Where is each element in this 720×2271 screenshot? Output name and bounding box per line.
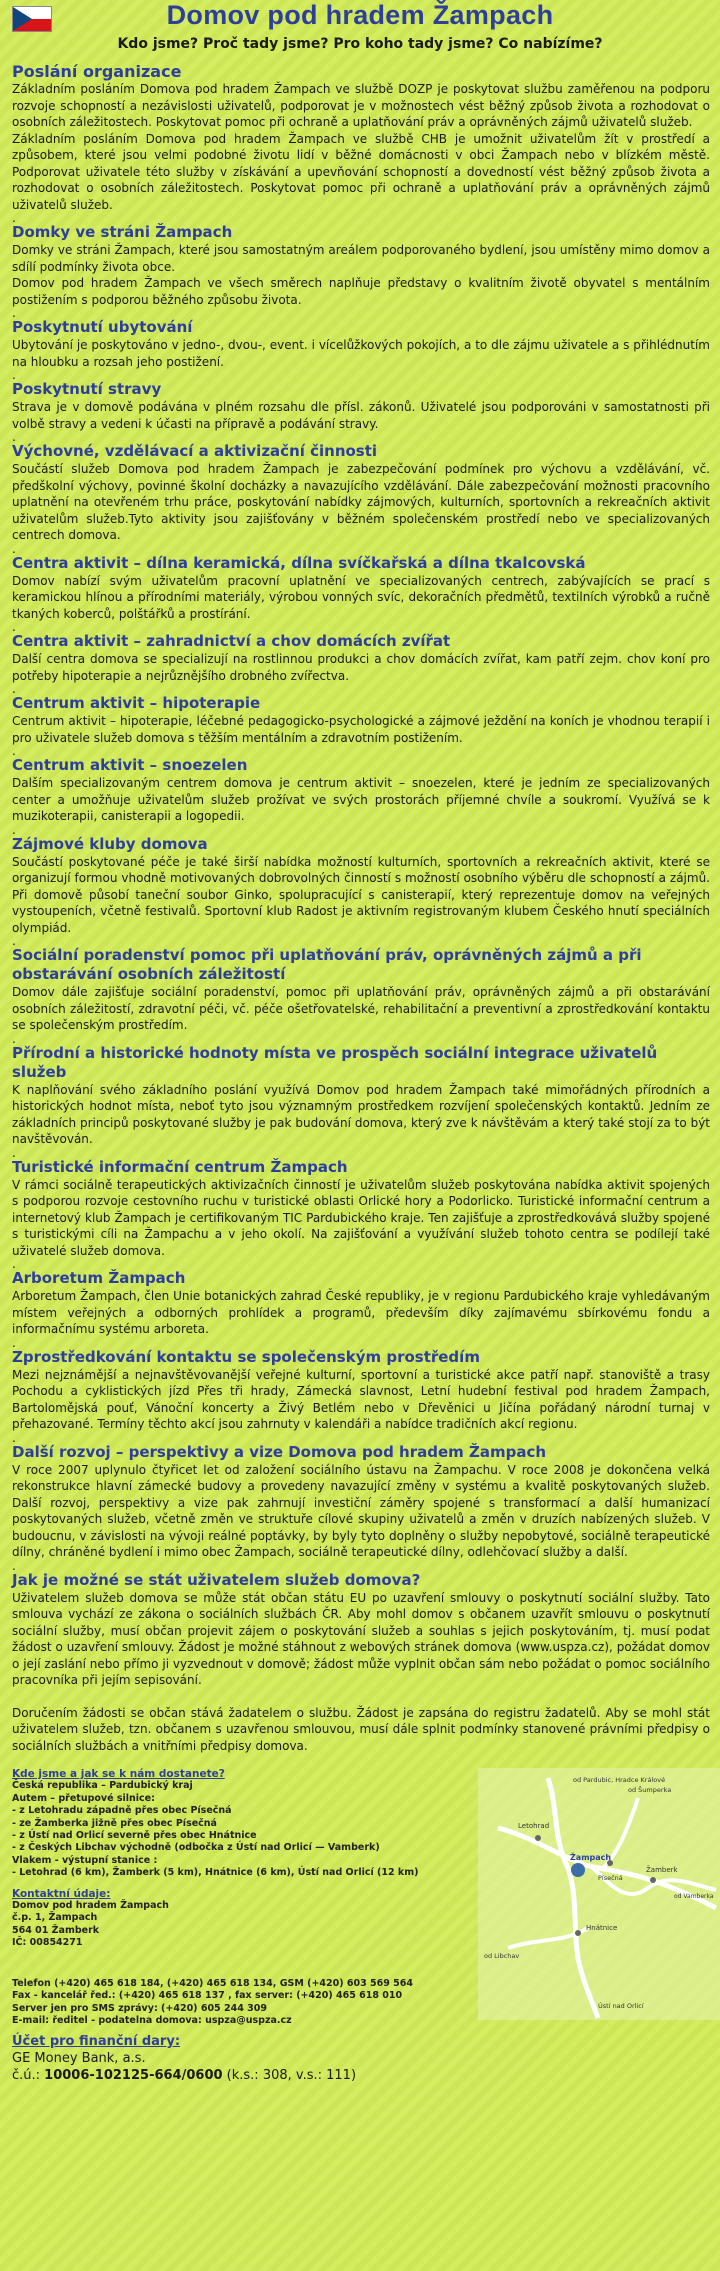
section xyxy=(12,213,710,308)
map-label-zamberk: Žamberk xyxy=(646,1866,678,1874)
section-paragraph: Uživatelem služeb domova se může stát občan státu EU po uzavření smlouvy o poskytnutí sociální služby. Tato smlouva vychází ze zákona o sociálních službách ČR. Aby mohl domov s občanem uzavřít smlouvu o poskytnutí sociální služby, musí občan projevit zájem o poskytování služeb a souhlas s jejich poskytováním, tj. musí podat žádost o uzavření smlouvy. Žádost je možné stáhnout z webových stránek domova (www.uspza.cz), požádat domov o její zaslání nebo přímo ji vyzvednout v domově; žádost může vyplnit občan sám nebo požádat o pomoc sociálního pracovníka při jejím sepisování. xyxy=(12,1590,710,1687)
section-separator: . xyxy=(12,744,16,758)
section-paragraph: Další centra domova se specializují na rostlinnou produkci a chov domácích zvířat, kam patří zejm. chov koní pro potřeby hipoterapie a nejrůznějšího drobného zvířectva. xyxy=(12,652,710,683)
section-paragraph: Doručením žádosti se občan stává žadatelem o službu. Žádost je zapsána do registru žadatelů. Aby se mohl stát uživatelem služeb, tzn. občanem s uzavřenou smlouvou, musí dále splnit podmínky stanovené právními předpisy o sociálních službách a vnitřními předpisy domova. xyxy=(12,1705,710,1753)
section xyxy=(12,746,710,825)
section-separator: . xyxy=(12,430,16,444)
section-heading: Centra aktivit – zahradnictví a chov domácích zvířat xyxy=(12,632,451,650)
section-heading: Domky ve stráni Žampach xyxy=(12,223,233,241)
section-separator: . xyxy=(12,1145,16,1160)
section-heading: Další rozvoj – perspektivy a vize Domova pod hradem Žampach xyxy=(12,1442,547,1461)
section-paragraph xyxy=(12,1689,710,1705)
map-label-pardubice: od Pardubic, Hradce Králové xyxy=(573,1776,666,1784)
section-heading: Zprostředkování kontaktu se společenským prostředím xyxy=(12,1347,480,1366)
section xyxy=(12,1558,710,1755)
section xyxy=(12,1430,710,1561)
map-label-usti: Ústí nad Orlicí xyxy=(598,2002,644,2010)
section xyxy=(12,822,710,937)
section-paragraph: Strava je v domově podávána v plném rozsahu dle přísl. zákonů. Uživatelé jsou podporováni v samostatnosti při volbě stravy a vedeni k účasti na přípravě a podávání stravy. xyxy=(12,400,710,431)
town-marker xyxy=(535,1835,541,1841)
section-separator: . xyxy=(12,368,16,382)
fax-line: Fax - kancelář řed.: (+420) 465 618 137 , fax server: (+420) 465 618 010 xyxy=(12,1990,403,2002)
section-separator: . xyxy=(12,934,16,948)
account-suffix: (k.s.: 308, v.s.: 111) xyxy=(222,2068,357,2084)
bank-account xyxy=(12,2067,710,2084)
directions-line: Vlakem - výstupní stanice : xyxy=(12,1854,158,1866)
map-label-hnatnice: Hnátnice xyxy=(586,1924,618,1932)
section-separator: . xyxy=(12,306,16,320)
section-paragraph: Základním posláním Domova pod hradem Žampach ve službě CHB je umožnit uživatelům žít v prostředí a způsobem, které jsou velmi podobné životu lidí v běžné domácnosti v obci Žampach nebo v blízkém městě. Podporovat uživatele této služby v získávání a upevňování schopností a dovedností vést běžný způsob života a rozhodovat o osobních záležitostech. Poskytovat pomoc při ochraně a uplatňování práv a oprávněných zájmů uživatelů služeb. xyxy=(12,131,710,212)
town-marker xyxy=(650,1877,656,1883)
header xyxy=(0,0,720,62)
section-heading: Centrum aktivit – snoezelen xyxy=(12,756,248,774)
section xyxy=(12,622,710,684)
directions-line: Česká republika – Pardubický kraj xyxy=(12,1780,193,1792)
section-paragraph: Základním posláním Domova pod hradem Žampach ve službě DOZP je poskytovat službu zaměřenou na podporu rozvoje schopností a nezávislosti uživatelů, podporovat je v možnostech vést běžný způsob života a rozhodovat o osobních záležitostech. Poskytovat pomoc při ochraně a uplatňování práv a oprávněných zájmů uživatelů služeb. xyxy=(12,82,710,129)
section-heading: Přírodní a historické hodnoty místa ve prospěch sociální integrace uživatelů služeb xyxy=(12,1043,658,1081)
section-paragraph: Centrum aktivit – hipoterapie, léčebné pedagogicko-psychologické a zájmové ježdění na koních je vhodnou terapií i pro uživatele služeb domova s těžším mentálním a zdravotním postižením. xyxy=(12,714,710,745)
page-subtitle: Kdo jsme? Proč tady jsme? Pro koho tady jsme? Co nabízíme? xyxy=(117,36,603,52)
section-heading: Arboretum Žampach xyxy=(12,1269,186,1287)
section xyxy=(12,432,710,544)
section-separator: . xyxy=(12,822,16,837)
section-paragraph: Součástí poskytované péče je také širší nabídka možností kulturních, sportovních a rekreačních aktivit, které se organizují formou vhodně motivovaných dobrovolných činností s možností osobního výběru dle schopností a zájmů. Při domově působí taneční soubor Ginko, spolupracující s canisterapií, který reprezentuje domov na veřejných vystoupeních, včetně festivalů. Sportovní klub Radost je aktivním registrovaným klubem Českého hnutí speciálních olympiád. xyxy=(12,854,710,935)
contact-line: IČ: 00854271 xyxy=(12,1937,83,1949)
section-separator: . xyxy=(12,1257,16,1271)
section-separator: . xyxy=(12,620,16,634)
section-heading: Poskytnutí ubytování xyxy=(12,318,193,336)
section-separator: . xyxy=(12,1031,16,1046)
contact-line: 564 01 Žamberk xyxy=(12,1924,100,1936)
section-heading: Zájmové kluby domova xyxy=(12,834,208,853)
directions-line: Autem – přetupové silnice: xyxy=(12,1792,155,1804)
directions-line: - ze Žamberka jižně přes obec Písečná xyxy=(12,1817,217,1829)
section-separator: . xyxy=(12,211,16,225)
section-paragraph: Součástí služeb Domova pod hradem Žampach je zabezpečování podmínek pro výchovu a vzdělávání, vč. předškolní výchovy, povinné školní docházky a navazujícího vzdělávání. Dále zabezpečování možnosti pracovního uplatnění na otevřeném trhu práce, poskytování nabídky zájmových, kulturních, sportovních a rekreačních aktivit uživatelům služeb.Tyto aktivity jsou zajišťovány v běžném společenském prostředí nebo ve specializovaných centrech domova. xyxy=(12,462,710,542)
section-heading: Centra aktivit – dílna keramická, dílna svíčkařská a dílna tkalcovská xyxy=(12,553,586,572)
account-prefix: č.ú.: xyxy=(12,2068,45,2084)
section xyxy=(12,1145,710,1260)
bank-name: GE Money Bank, a.s. xyxy=(12,2051,146,2067)
section-separator: . xyxy=(12,541,16,556)
map-label-sumperk: od Šumperka xyxy=(628,1786,672,1794)
map-label-pisecna: Písečná xyxy=(598,1874,623,1882)
contact-line: Domov pod hradem Žampach xyxy=(12,1900,169,1912)
section-heading: Sociální poradenství pomoc při uplatňování práv, oprávněných zájmů a při obstarávání osobních záležitostí xyxy=(12,946,642,983)
section-heading: Turistické informační centrum Žampach xyxy=(12,1157,348,1176)
section xyxy=(12,541,710,623)
section-separator: . xyxy=(12,1430,16,1445)
section xyxy=(12,684,710,746)
map-label-vamberk: od Vamberka xyxy=(674,1893,714,1900)
map-label-libchavy: od Libchav xyxy=(484,1952,520,1960)
section xyxy=(12,1031,710,1148)
section-separator: . xyxy=(12,1335,16,1350)
map-label-zampach: Žampach xyxy=(570,1853,612,1862)
email-line: E-mail: ředitel - podatelna domova: uspza@uspza.cz xyxy=(12,2014,292,2026)
section-paragraph: K naplňování svého základního poslání využívá Domov pod hradem Žampach také mimořádných přírodních a historických hodnot místa, neboť tyto jsou významným prostředkem rozvíjení společenských kontaktů. Jedním ze základních principů poskytované služby je pak budování domova, který zve k návštěvám a který také stojí za to být navštěvován. xyxy=(12,1082,710,1146)
section-heading: Výchovné, vzdělávací a aktivizační činnosti xyxy=(12,442,378,460)
bank-heading: Účet pro finanční dary: xyxy=(12,2034,181,2050)
account-number: 10006-102125-664/0600 xyxy=(44,2068,223,2084)
section-paragraph: Mezi nejznámější a nejnavštěvovanější veřejné kulturní, sportovní a turistické akce patří např. stanoviště a trasy Pochodu a cyklistických jízd Přes tři hrady, Zámecká slavnost, Letní hudební festival pod hradem Žampach, Bartolomějská pouť, Vánoční koncerty a Živý Betlém nebo v Dřevěnici u Jičína pořádaný národní turnaj v přehazované. Termíny těchto akcí jsou zahrnuty v kalendáři a nabídce tradičních akcí regionu. xyxy=(12,1367,710,1431)
town-marker xyxy=(575,1930,581,1936)
section-paragraph: Ubytování je poskytováno v jedno-, dvou-, event. i vícelůžkových pokojích, a to dle zájmu uživatele a s přihlédnutím na hloubku a rozsah jeho postižení. xyxy=(12,338,710,369)
directions-line: - z Ústí nad Orlicí severně přes obec Hnátnice xyxy=(12,1830,257,1842)
section-paragraph: Arboretum Žampach, člen Unie botanických zahrad České republiky, je v regionu Pardubického kraje vyhledávaným místem veřejných a odborných prohlídek a programů, především díky zajímavému sbírkovému fondu a informačnímu systému arboreta. xyxy=(12,1289,710,1336)
location-map xyxy=(478,1768,720,2020)
section-paragraph: Domov dále zajišťuje sociální poradenství, pomoc při uplatňování práv, oprávněných zájmů a při obstarávání osobních záležitostí, zdravotní péči, vč. péče ošetřovatelské, rehabilitační a preventivní a zprostředkování kontaktu se společenským prostředím. xyxy=(12,985,710,1032)
directions-heading: Kde jsme a jak se k nám dostanete? xyxy=(12,1768,225,1780)
section-separator: . xyxy=(12,1558,16,1573)
directions xyxy=(12,1768,467,2027)
section xyxy=(12,1335,710,1433)
bank-info xyxy=(12,2033,710,2084)
section xyxy=(12,62,710,213)
section-separator: . xyxy=(12,682,16,696)
section xyxy=(12,936,710,1034)
content xyxy=(0,62,720,1754)
directions-line: - z Letohradu západně přes obec Písečná xyxy=(12,1805,232,1817)
info-block xyxy=(12,1768,714,2027)
section-heading: Jak je možné se stát uživatelem služeb domova? xyxy=(12,1570,421,1589)
section-paragraph: V rámci sociálně terapeutických aktivizačních činností je uživatelům služeb poskytována nabídka aktivit spojených s podporou rozvoje cestovního ruchu v turistické oblasti Orlické hory a Podorlicko. Turistické informační centrum a internetový klub Žampach je certifikovaným TIC Pardubického kraje. Ten zajišťuje a zprostředkovává služby spojené s turistickými cíli na Žampachu a v jeho okolí. Na zajišťování a využívání služeb tohoto centra se podílejí také uživatelé služeb domova. xyxy=(12,1177,710,1258)
section-paragraph: V roce 2007 uplynulo čtyřicet let od založení sociálního ústavu na Žampachu. V roce 2008 je dokončena velká rekonstrukce hlavní zámecké budovy a provedeny navazující změny v systému a kvalitě poskytovaných služeb. Další rozvoj, perspektivy a vize pak zahrnují investiční záměry spojené s transformací a další humanizací poskytovaných služeb, včetně změn ve struktuře cílové skupiny uživatelů a změn v druzích nabízených služeb. V budoucnu, v závislosti na vývoji reálné poptávky, by byly tyto doplněny o služby nepobytové, sociálně terapeutické dílny, chráněné bydlení i mimo obec Žampach, sociálně terapeutické dílny, odlehčovací služby a další. xyxy=(12,1462,710,1559)
directions-line: - Letohrad (6 km), Žamberk (5 km), Hnátnice (6 km), Ústí nad Orlicí (12 km) xyxy=(12,1867,419,1879)
section-paragraph: Domov nabízí svým uživatelům pracovní uplatnění ve specializovaných centrech, zabývajících se prací s keramickou hlínou a přírodními materiály, výrobou vonných svíc, dekoračních předmětů, textilních výrobků a ručně tkaných koberců, polštářků a prostírání. xyxy=(12,573,710,621)
section-paragraph: Domky ve stráni Žampach, které jsou samostatným areálem podporovaného bydlení, jsou umístěny mimo domov a sdílí podmínky života obce. xyxy=(12,243,710,274)
zampach-marker xyxy=(571,1863,585,1877)
section-paragraph: Dalším specializovaným centrem domova je centrum aktivit – snoezelen, které je jedním ze specializovaných center a umožňuje uživatelům služeb prožívat ve svých prostorách příjemné chvíle a soukromí. Využívá se k muzikoterapii, canisterapii a logopedii. xyxy=(12,776,710,823)
map-label-letohrad: Letohrad xyxy=(518,1822,550,1830)
section-heading: Poslání organizace xyxy=(12,62,182,81)
directions-line: - z Českých Libchav východně (odbočka z Ústí nad Orlicí — Vamberk) xyxy=(12,1842,380,1854)
section xyxy=(12,1259,710,1338)
section-paragraph: Domov pod hradem Žampach ve všech směrech naplňuje představy o kvalitním životě obyvatel s mentálním postižením s podporou běžného způsobu života. xyxy=(12,276,710,307)
section-heading: Centrum aktivit – hipoterapie xyxy=(12,694,261,712)
section-heading: Poskytnutí stravy xyxy=(12,380,162,398)
contact-heading: Kontaktní údaje: xyxy=(12,1887,111,1900)
section xyxy=(12,308,710,370)
page-title: Domov pod hradem Žampach xyxy=(166,0,554,30)
contact-line: č.p. 1, Žampach xyxy=(12,1912,98,1924)
phone-line: Telefon (+420) 465 618 184, (+420) 465 618 134, GSM (+420) 603 569 564 xyxy=(12,1977,413,1989)
section xyxy=(12,370,710,432)
sms-line: Server jen pro SMS zprávy: (+420) 605 244 309 xyxy=(12,2002,267,2014)
